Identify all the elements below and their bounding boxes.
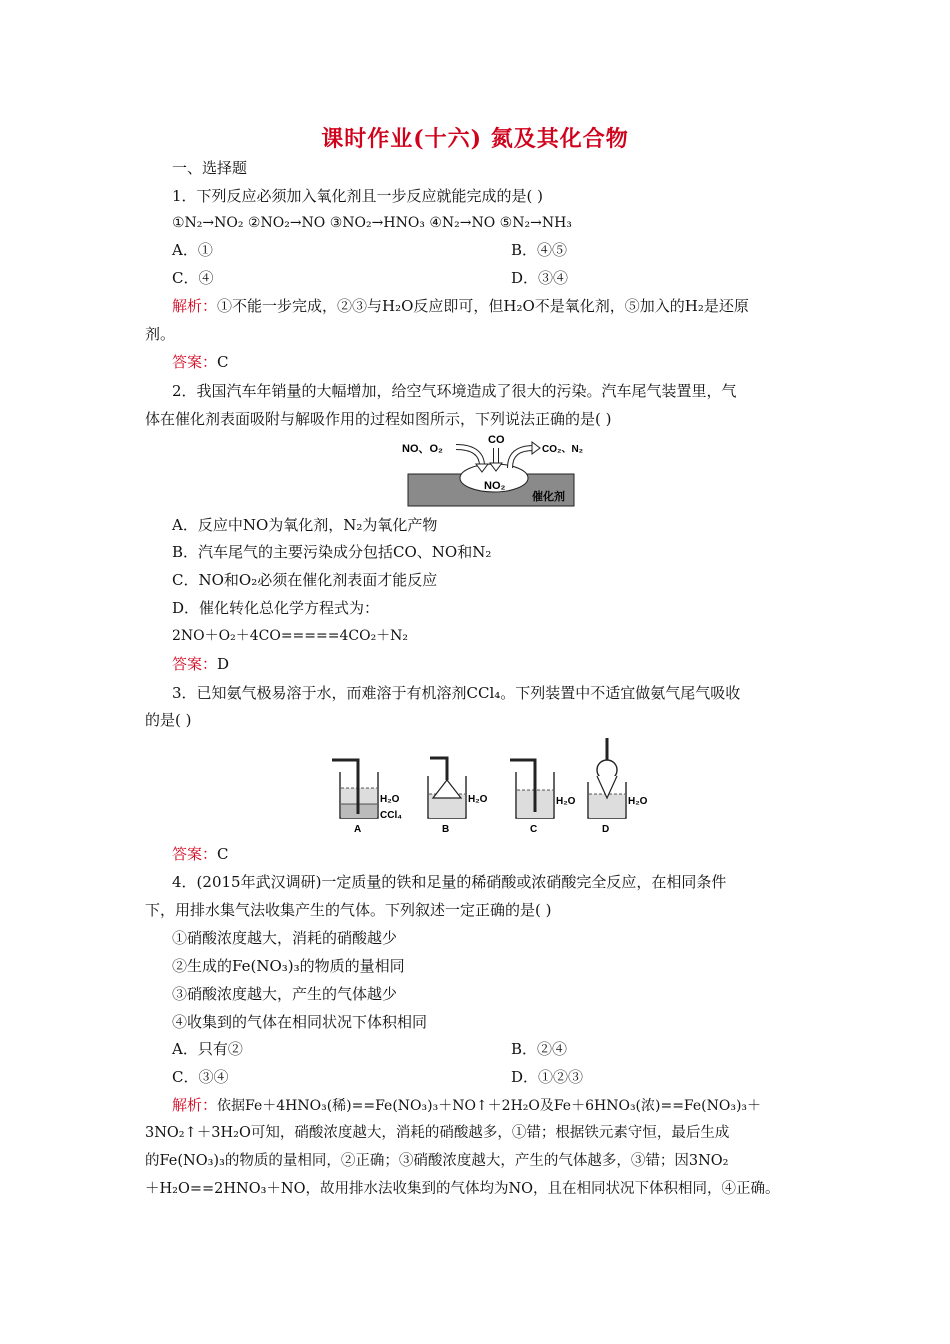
q1-option-a: A．① xyxy=(172,241,213,259)
q1-answer: C xyxy=(217,353,229,371)
q4-option-b: B．②④ xyxy=(511,1040,568,1058)
q2-option-b: B．汽车尾气的主要污染成分包括CO、NO和N₂ xyxy=(172,543,492,561)
q2-answer: D xyxy=(217,655,230,673)
apparatus-a xyxy=(332,760,402,835)
q2-option-a: A．反应中NO为氧化剂，N₂为氧化产物 xyxy=(172,516,438,534)
absorption-apparatus-diagram xyxy=(330,736,680,836)
section-heading: 一、选择题 xyxy=(172,159,248,177)
catalyst-diagram xyxy=(398,432,583,508)
q4-statement-3: ③硝酸浓度越大，产生的气体越少 xyxy=(172,985,398,1003)
fig-label-inputs: NO、O₂ xyxy=(402,443,443,455)
q4-option-c: C．③④ xyxy=(172,1068,229,1086)
q1-answer-label: 答案： xyxy=(172,353,218,371)
q4-statement-1: ①硝酸浓度越大，消耗的硝酸越少 xyxy=(172,929,398,947)
apparatus-d xyxy=(588,738,648,835)
fig-label-catalyst: 催化剂 xyxy=(532,490,565,503)
q4-analysis-text-3: 的Fe(NO₃)₃的物质的量相同，②正确；③硝酸浓度越大，产生的气体越多，③错；因3NO₂ xyxy=(145,1153,729,1169)
q2-option-d: D．催化转化总化学方程式为： xyxy=(172,599,380,617)
q1-stem: 1．下列反应必须加入氧化剂且一步反应就能完成的是( ) xyxy=(172,187,544,205)
q2-answer-label: 答案： xyxy=(172,655,218,673)
apparatus-b xyxy=(428,758,488,835)
label-h2o-b: H₂O xyxy=(468,794,488,805)
label-c: C xyxy=(530,824,538,835)
label-a: A xyxy=(354,824,362,835)
label-h2o-a: H₂O xyxy=(380,794,400,805)
q4-analysis-text-4: ＋H₂O==2HNO₃＋NO，故用排水法收集到的气体均为NO，且在相同状况下体积相同，④正确。 xyxy=(145,1181,780,1197)
q1-option-d: D．③④ xyxy=(511,269,569,287)
q4-statement-2: ②生成的Fe(NO₃)₃的物质的量相同 xyxy=(172,957,405,975)
q4-stem-2: 下，用排水集气法收集产生的气体。下列叙述一定正确的是( ) xyxy=(145,901,552,919)
q4-statement-4: ④收集到的气体在相同状况下体积相同 xyxy=(172,1013,428,1031)
q1-option-c: C．④ xyxy=(172,269,214,287)
funnel-b xyxy=(433,780,461,798)
q4-analysis-text-2: 3NO₂↑＋3H₂O可知，硝酸浓度越大，消耗的硝酸越多，①错；根据铁元素守恒，最后生成 xyxy=(145,1125,730,1141)
q3-stem-2: 的是( ) xyxy=(145,711,192,729)
page-title: 课时作业(十六) 氮及其化合物 xyxy=(321,126,629,152)
q4-option-a: A．只有② xyxy=(172,1040,243,1058)
label-d: D xyxy=(602,824,610,835)
q1-analysis-text-2: 剂。 xyxy=(145,325,176,343)
q1-items: ①N₂→NO₂ ②NO₂→NO ③NO₂→HNO₃ ④N₂→NO ⑤N₂→NH₃ xyxy=(172,215,572,231)
q4-option-d: D．①②③ xyxy=(511,1068,584,1086)
label-h2o-c: H₂O xyxy=(556,796,576,807)
q2-option-c: C．NO和O₂必须在催化剂表面才能反应 xyxy=(172,571,438,589)
q1-analysis-label: 解析： xyxy=(172,297,218,315)
label-ccl4-a: CCl₄ xyxy=(380,810,402,821)
q1-option-b: B．④⑤ xyxy=(511,241,568,259)
label-h2o-d: H₂O xyxy=(628,796,648,807)
q3-answer-label: 答案： xyxy=(172,845,218,863)
q2-stem-2: 体在催化剂表面吸附与解吸作用的过程如图所示，下列说法正确的是( ) xyxy=(145,410,612,428)
fig-label-outputs: CO₂、N₂ xyxy=(542,444,583,455)
fig-label-co: CO xyxy=(488,434,505,446)
q3-stem: 3．已知氨气极易溶于水，而难溶于有机溶剂CCl₄。下列装置中不适宜做氨气尾气吸收 xyxy=(172,684,741,702)
q2-equation: 2NO＋O₂＋4CO=====4CO₂＋N₂ xyxy=(172,628,409,644)
label-b: B xyxy=(442,824,450,835)
apparatus-c xyxy=(510,760,576,835)
q4-stem: 4．(2015年武汉调研)一定质量的铁和足量的稀硝酸或浓硝酸完全反应，在相同条件 xyxy=(172,873,727,891)
q3-answer: C xyxy=(217,845,229,863)
fig-label-no2: NO₂ xyxy=(484,480,506,492)
q1-analysis-text: ①不能一步完成，②③与H₂O反应即可，但H₂O不是氧化剂，⑤加入的H₂是还原 xyxy=(217,297,749,315)
q4-analysis-text: 依据Fe＋4HNO₃(稀)==Fe(NO₃)₃＋NO↑＋2H₂O及Fe＋6HNO₃(浓)==Fe(NO₃)₃＋ xyxy=(217,1098,762,1114)
q2-stem: 2．我国汽车年销量的大幅增加，给空气环境造成了很大的污染。汽车尾气装置里，气 xyxy=(172,382,737,400)
q4-analysis-label: 解析： xyxy=(172,1096,218,1114)
